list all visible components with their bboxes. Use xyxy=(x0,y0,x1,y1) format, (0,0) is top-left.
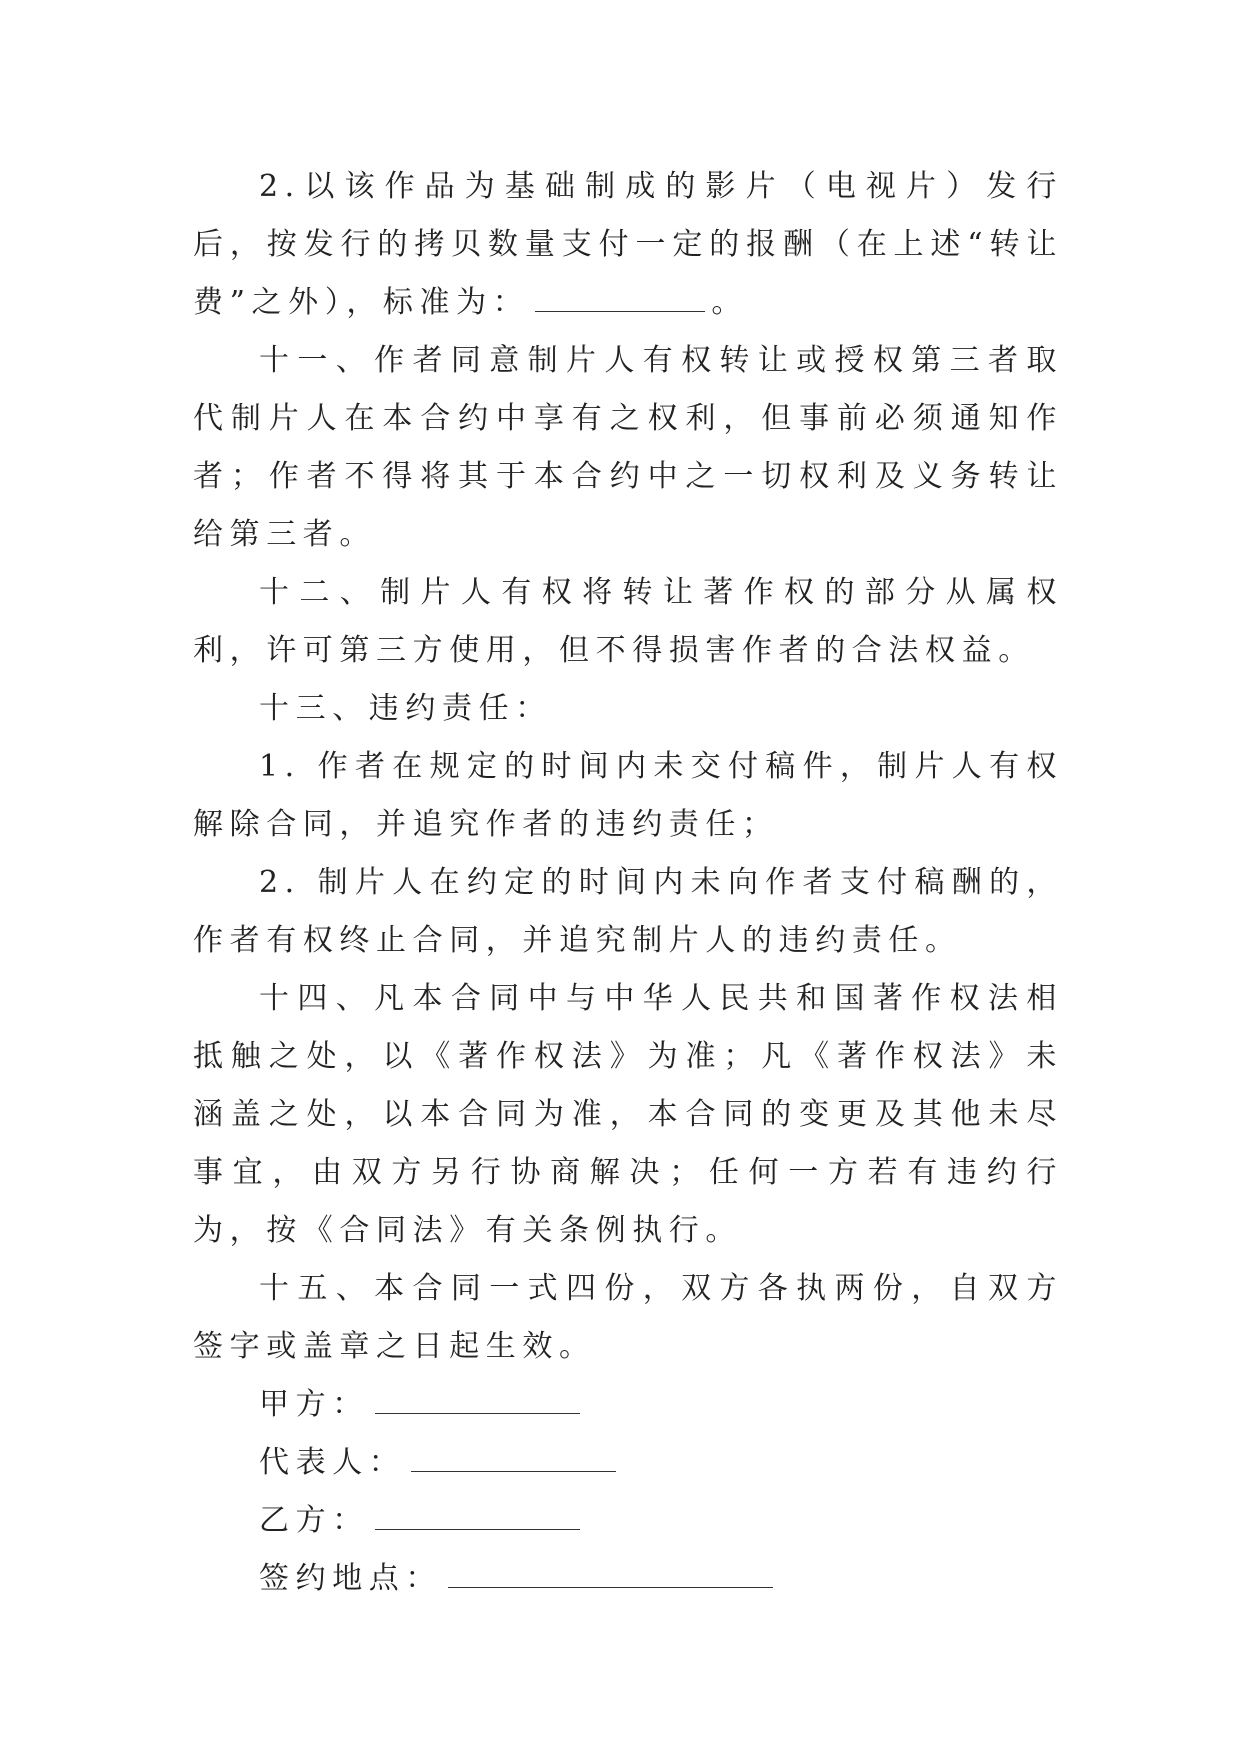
party-b-label: 乙方： xyxy=(259,1503,369,1538)
paragraph-clause-13-1: 1. 作者在规定的时间内未交付稿件，制片人有权解除合同，并追究作者的违约责任； xyxy=(193,749,1063,842)
representative-blank[interactable] xyxy=(411,1439,616,1472)
party-a-label: 甲方： xyxy=(259,1387,369,1422)
paragraph-clause-11: 十一、作者同意制片人有权转让或授权第三者取代制片人在本合约中享有之权利，但事前必须通知作者；作者不得将其于本合约中之一切权利及义务转让给第三者。 xyxy=(193,343,1063,552)
paragraph-clause-15: 十五、本合同一式四份，双方各执两份，自双方签字或盖章之日起生效。 xyxy=(193,1271,1063,1364)
signature-representative xyxy=(193,1434,1063,1492)
representative-label: 代表人： xyxy=(259,1445,406,1480)
signing-place-label: 签约地点： xyxy=(259,1561,442,1596)
royalty-clause-text: 2.以该作品为基础制成的影片（电视片）发行后，按发行的拷贝数量支付一定的报酬（在上述“转让费”之外），标准为： xyxy=(193,169,1063,320)
signature-party-b xyxy=(193,1492,1063,1550)
paragraph-clause-13-2: 2. 制片人在约定的时间内未向作者支付稿酬的，作者有权终止合同，并追究制片人的违约责任。 xyxy=(193,865,1063,958)
signature-place xyxy=(193,1550,1063,1608)
signature-party-a xyxy=(193,1376,1063,1434)
party-a-blank[interactable] xyxy=(375,1381,580,1414)
paragraph-clause-13: 十三、违约责任： xyxy=(259,691,552,726)
contract-body xyxy=(193,158,1063,1608)
signing-place-blank[interactable] xyxy=(448,1555,773,1588)
party-b-blank[interactable] xyxy=(375,1497,580,1530)
paragraph-clause-12: 十二、制片人有权将转让著作权的部分从属权利，许可第三方使用，但不得损害作者的合法权益。 xyxy=(193,575,1063,668)
royalty-standard-blank[interactable] xyxy=(535,279,705,312)
paragraph-clause-14: 十四、凡本合同中与中华人民共和国著作权法相抵触之处，以《著作权法》为准；凡《著作权法》未涵盖之处，以本合同为准，本合同的变更及其他未尽事宜，由双方另行协商解决；任何一方若有违约行为，按《合同法》有关条例执行。 xyxy=(193,981,1063,1248)
royalty-clause-end: 。 xyxy=(711,285,748,320)
paragraph-royalty-clause xyxy=(193,158,1063,332)
